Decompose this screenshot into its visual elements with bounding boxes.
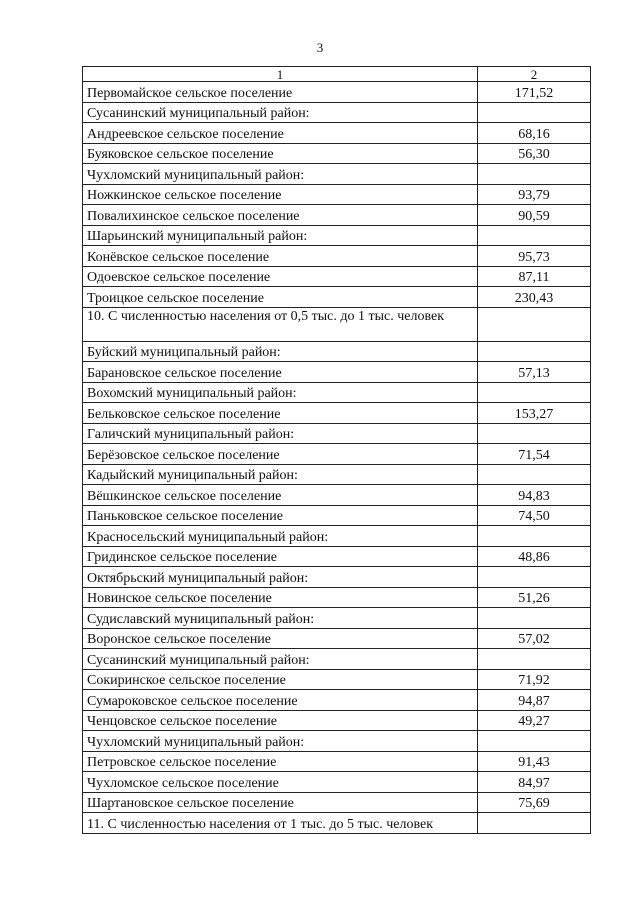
table-row <box>83 526 591 547</box>
row-name-cell: Троицкое сельское поселение <box>83 287 478 308</box>
row-name-cell: Бельковское сельское поселение <box>83 403 478 424</box>
row-value-cell: 57,02 <box>478 628 591 649</box>
row-name-cell: Сумароковское сельское поселение <box>83 690 478 711</box>
table-row <box>83 690 591 711</box>
table-row <box>83 546 591 567</box>
row-value-cell <box>478 225 591 246</box>
row-value-cell <box>478 382 591 403</box>
row-name-cell: Первомайское сельское поселение <box>83 82 478 103</box>
row-value-cell: 56,30 <box>478 143 591 164</box>
row-value-cell <box>478 307 591 341</box>
row-name-cell: Андреевское сельское поселение <box>83 123 478 144</box>
row-value-cell: 95,73 <box>478 246 591 267</box>
row-value-cell <box>478 608 591 629</box>
row-value-cell: 90,59 <box>478 205 591 226</box>
row-value-cell: 87,11 <box>478 266 591 287</box>
table-row <box>83 649 591 670</box>
row-name-cell: Барановское сельское поселение <box>83 362 478 383</box>
table-row <box>83 772 591 793</box>
table-row <box>83 123 591 144</box>
row-name-cell: Гридинское сельское поселение <box>83 546 478 567</box>
row-value-cell: 84,97 <box>478 772 591 793</box>
row-value-cell <box>478 526 591 547</box>
table-row <box>83 567 591 588</box>
row-name-cell: Повалихинское сельское поселение <box>83 205 478 226</box>
table-row <box>83 143 591 164</box>
table-header-row <box>83 67 591 82</box>
row-name-cell: Чухломский муниципальный район: <box>83 164 478 185</box>
row-name-cell: Судиславский муниципальный район: <box>83 608 478 629</box>
table-row <box>83 362 591 383</box>
column-header-1: 1 <box>83 67 478 82</box>
table-row <box>83 266 591 287</box>
table-row <box>83 587 591 608</box>
row-name-cell: Паньковское сельское поселение <box>83 505 478 526</box>
table-row <box>83 164 591 185</box>
row-name-cell: Вохомский муниципальный район: <box>83 382 478 403</box>
row-value-cell <box>478 102 591 123</box>
row-value-cell <box>478 464 591 485</box>
table-row <box>83 813 591 834</box>
row-value-cell: 94,87 <box>478 690 591 711</box>
row-value-cell: 74,50 <box>478 505 591 526</box>
row-name-cell: Кадыйский муниципальный район: <box>83 464 478 485</box>
row-name-cell: Октябрьский муниципальный район: <box>83 567 478 588</box>
table-row <box>83 246 591 267</box>
allocation-table <box>82 66 591 834</box>
table-row <box>83 792 591 813</box>
table-row <box>83 82 591 103</box>
row-value-cell: 153,27 <box>478 403 591 424</box>
row-name-cell: 10. С численностью населения от 0,5 тыс. до 1 тыс. человек <box>83 307 478 341</box>
table-row <box>83 225 591 246</box>
column-header-2: 2 <box>478 67 591 82</box>
table-row <box>83 628 591 649</box>
table-row <box>83 307 591 341</box>
row-name-cell: Воронское сельское поселение <box>83 628 478 649</box>
row-value-cell <box>478 423 591 444</box>
table-row <box>83 608 591 629</box>
row-name-cell: Буяковское сельское поселение <box>83 143 478 164</box>
row-value-cell <box>478 164 591 185</box>
table-row <box>83 205 591 226</box>
row-value-cell: 57,13 <box>478 362 591 383</box>
table-row <box>83 731 591 752</box>
row-value-cell: 93,79 <box>478 184 591 205</box>
table-row <box>83 464 591 485</box>
row-value-cell: 68,16 <box>478 123 591 144</box>
row-value-cell: 71,54 <box>478 444 591 465</box>
row-name-cell: Берёзовское сельское поселение <box>83 444 478 465</box>
page-number: 3 <box>316 40 324 55</box>
row-value-cell: 51,26 <box>478 587 591 608</box>
row-value-cell: 75,69 <box>478 792 591 813</box>
row-value-cell: 91,43 <box>478 751 591 772</box>
table-row <box>83 341 591 362</box>
table-row <box>83 102 591 123</box>
row-value-cell <box>478 649 591 670</box>
table-row <box>83 669 591 690</box>
row-value-cell: 48,86 <box>478 546 591 567</box>
row-name-cell: Одоевское сельское поселение <box>83 266 478 287</box>
row-name-cell: Ченцовское сельское поселение <box>83 710 478 731</box>
row-name-cell: Вёшкинское сельское поселение <box>83 485 478 506</box>
row-value-cell: 94,83 <box>478 485 591 506</box>
row-name-cell: Чухломское сельское поселение <box>83 772 478 793</box>
row-name-cell: Петровское сельское поселение <box>83 751 478 772</box>
row-value-cell <box>478 813 591 834</box>
row-name-cell: 11. С численностью населения от 1 тыс. до 5 тыс. человек <box>83 813 478 834</box>
table-row <box>83 423 591 444</box>
row-value-cell <box>478 731 591 752</box>
table-row <box>83 505 591 526</box>
table-row <box>83 403 591 424</box>
table-row <box>83 287 591 308</box>
table-row <box>83 382 591 403</box>
row-name-cell: Шартановское сельское поселение <box>83 792 478 813</box>
table-row <box>83 444 591 465</box>
table-row <box>83 485 591 506</box>
row-name-cell: Шарьинский муниципальный район: <box>83 225 478 246</box>
row-name-cell: Буйский муниципальный район: <box>83 341 478 362</box>
row-name-cell: Сусанинский муниципальный район: <box>83 102 478 123</box>
row-name-cell: Конёвское сельское поселение <box>83 246 478 267</box>
row-name-cell: Чухломский муниципальный район: <box>83 731 478 752</box>
row-value-cell: 171,52 <box>478 82 591 103</box>
row-value-cell <box>478 341 591 362</box>
table-row <box>83 184 591 205</box>
row-name-cell: Сокиринское сельское поселение <box>83 669 478 690</box>
row-name-cell: Красносельский муниципальный район: <box>83 526 478 547</box>
row-value-cell <box>478 567 591 588</box>
table-row <box>83 751 591 772</box>
row-name-cell: Сусанинский муниципальный район: <box>83 649 478 670</box>
row-value-cell: 230,43 <box>478 287 591 308</box>
row-name-cell: Новинское сельское поселение <box>83 587 478 608</box>
row-name-cell: Ножкинское сельское поселение <box>83 184 478 205</box>
row-value-cell: 71,92 <box>478 669 591 690</box>
row-value-cell: 49,27 <box>478 710 591 731</box>
table-row <box>83 710 591 731</box>
row-name-cell: Галичский муниципальный район: <box>83 423 478 444</box>
